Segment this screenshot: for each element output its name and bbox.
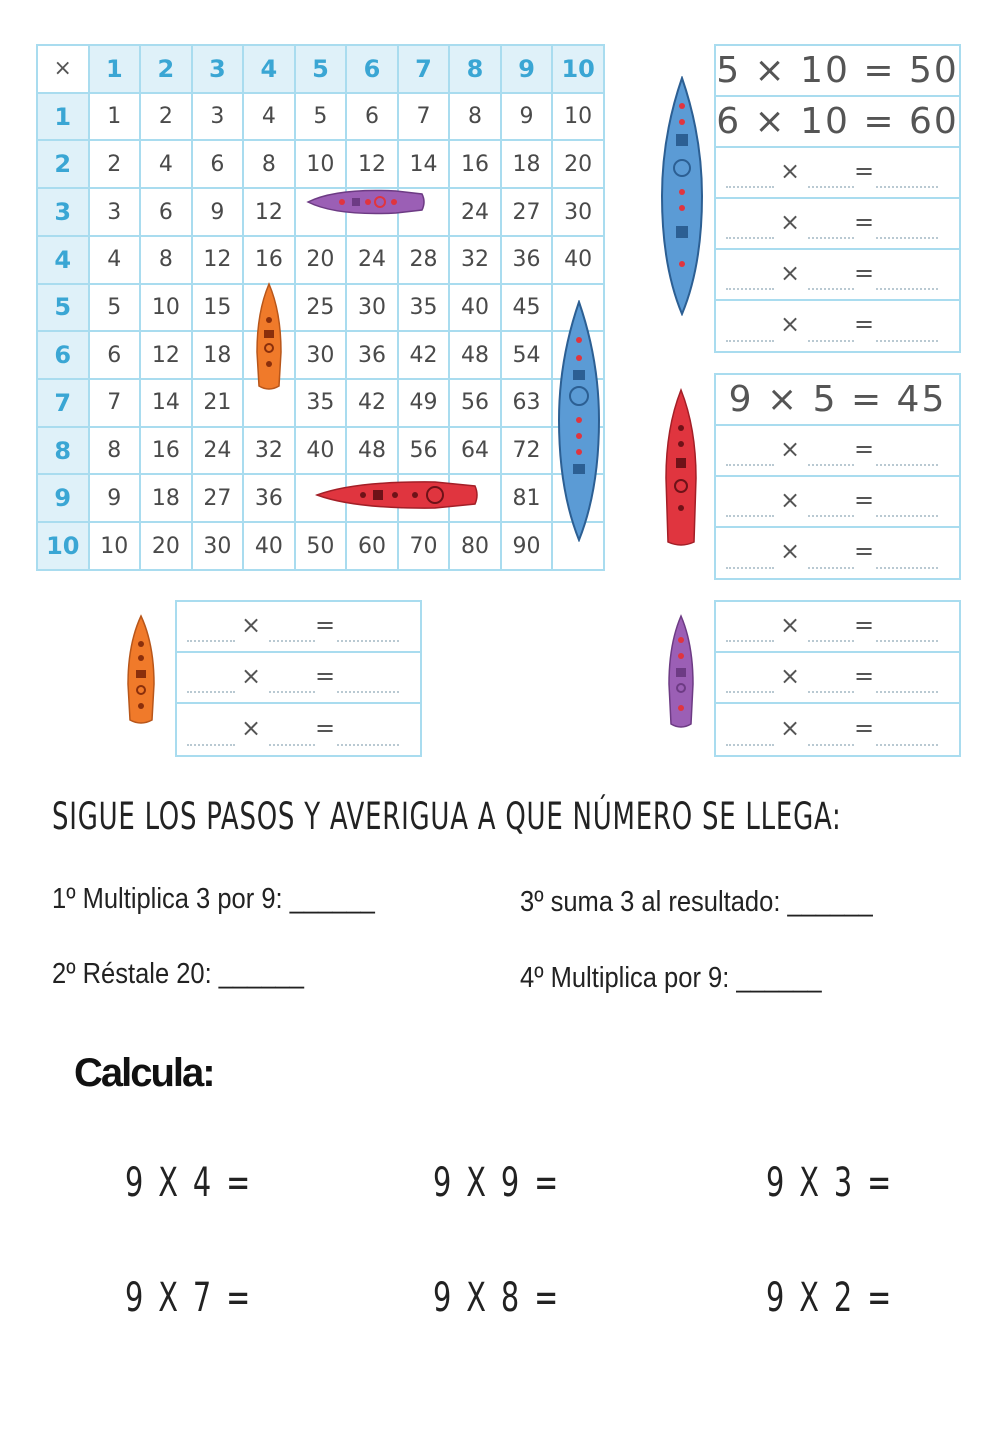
steps-heading: SIGUE LOS PASOS Y AVERIGUA A QUE NÚMERO SE LLEGA: bbox=[52, 795, 842, 838]
table-cell: 64 bbox=[449, 427, 501, 475]
answer-blank-line[interactable] bbox=[808, 288, 854, 290]
calc-exercise: 9 X 4 = bbox=[125, 1160, 254, 1206]
table-cell: 2 bbox=[89, 140, 141, 188]
answer-blank-line[interactable] bbox=[726, 288, 774, 290]
table-header-row bbox=[37, 45, 604, 93]
table-cell: 18 bbox=[140, 474, 192, 522]
table-cell: 40 bbox=[243, 522, 295, 570]
table-cell: 35 bbox=[398, 284, 450, 332]
table-cell: 10 bbox=[140, 284, 192, 332]
table-cell: 3 bbox=[192, 93, 244, 141]
column-header: 5 bbox=[295, 45, 347, 93]
step-1: 1º Multiplica 3 por 9: ______ bbox=[52, 883, 375, 915]
table-cell: 14 bbox=[398, 140, 450, 188]
table-cell: 10 bbox=[89, 522, 141, 570]
table-cell: 6 bbox=[192, 140, 244, 188]
table-cell: 3 bbox=[89, 188, 141, 236]
times-symbol: × bbox=[780, 536, 801, 565]
answer-blank-line[interactable] bbox=[876, 640, 938, 642]
table-row bbox=[37, 379, 604, 427]
table-cell: 80 bbox=[449, 522, 501, 570]
table-cell: 14 bbox=[140, 379, 192, 427]
table-cell: 20 bbox=[295, 236, 347, 284]
table-cell: 7 bbox=[89, 379, 141, 427]
answer-blank-line[interactable] bbox=[808, 340, 854, 342]
table-cell: 5 bbox=[295, 93, 347, 141]
table-row bbox=[37, 331, 604, 379]
answer-blank-line[interactable] bbox=[726, 744, 774, 746]
column-header: 9 bbox=[501, 45, 553, 93]
equals-symbol: = bbox=[854, 485, 875, 514]
table-cell: 9 bbox=[192, 188, 244, 236]
table-row bbox=[37, 522, 604, 570]
table-cell: 9 bbox=[501, 93, 553, 141]
answer-blank-line[interactable] bbox=[876, 515, 938, 517]
table-cell: 30 bbox=[192, 522, 244, 570]
table-cell: 45 bbox=[501, 284, 553, 332]
table-cell: 6 bbox=[89, 331, 141, 379]
times-symbol: × bbox=[780, 713, 801, 742]
answer-blank-line[interactable] bbox=[726, 691, 774, 693]
table-cell: 63 bbox=[501, 379, 553, 427]
table-cell: 28 bbox=[398, 236, 450, 284]
table-cell: 35 bbox=[295, 379, 347, 427]
calc-exercise: 9 X 7 = bbox=[125, 1275, 254, 1321]
answer-row bbox=[716, 375, 959, 426]
table-cell: 90 bbox=[501, 522, 553, 570]
answer-blank-line[interactable] bbox=[337, 744, 399, 746]
table-cell: 21 bbox=[192, 379, 244, 427]
table-cell: 30 bbox=[552, 188, 604, 236]
times-symbol: × bbox=[241, 610, 262, 639]
answer-blank-line[interactable] bbox=[876, 186, 938, 188]
table-cell: 30 bbox=[295, 331, 347, 379]
answer-row-blank[interactable] bbox=[716, 528, 959, 578]
times-symbol: × bbox=[780, 207, 801, 236]
answer-blank-line[interactable] bbox=[808, 237, 854, 239]
row-header: 6 bbox=[37, 331, 89, 379]
table-cell: 7 bbox=[398, 93, 450, 141]
equals-symbol: = bbox=[854, 536, 875, 565]
answer-blank-line[interactable] bbox=[808, 691, 854, 693]
table-cell: 72 bbox=[501, 427, 553, 475]
table-cell: 20 bbox=[552, 140, 604, 188]
table-row bbox=[37, 140, 604, 188]
answer-blank-line[interactable] bbox=[726, 567, 774, 569]
column-header: 10 bbox=[552, 45, 604, 93]
calc-exercise: 9 X 9 = bbox=[433, 1160, 562, 1206]
answer-blank-line[interactable] bbox=[808, 744, 854, 746]
red-ship-horizontal bbox=[315, 477, 479, 513]
equals-symbol: = bbox=[854, 661, 875, 690]
equals-symbol: = bbox=[854, 434, 875, 463]
equals-symbol: = bbox=[854, 713, 875, 742]
table-cell: 4 bbox=[89, 236, 141, 284]
answer-blank-line[interactable] bbox=[876, 288, 938, 290]
answer-blank-line[interactable] bbox=[726, 515, 774, 517]
table-cell: 6 bbox=[346, 93, 398, 141]
equals-symbol: = bbox=[854, 610, 875, 639]
table-cell: 27 bbox=[192, 474, 244, 522]
table-cell: 16 bbox=[140, 427, 192, 475]
column-header: 4 bbox=[243, 45, 295, 93]
times-symbol: × bbox=[780, 434, 801, 463]
answer-row-blank[interactable] bbox=[716, 704, 959, 755]
equals-symbol: = bbox=[854, 258, 875, 287]
table-cell: 24 bbox=[192, 427, 244, 475]
table-cell: 24 bbox=[346, 236, 398, 284]
table-cell: 12 bbox=[346, 140, 398, 188]
answer-blank-line[interactable] bbox=[808, 464, 854, 466]
answer-blank-line[interactable] bbox=[726, 186, 774, 188]
column-header: 1 bbox=[89, 45, 141, 93]
table-cell: 81 bbox=[501, 474, 553, 522]
orange-ship bbox=[125, 614, 157, 726]
table-cell: 8 bbox=[449, 93, 501, 141]
equals-symbol: = bbox=[315, 713, 336, 742]
calc-exercise: 9 X 8 = bbox=[433, 1275, 562, 1321]
column-header: 8 bbox=[449, 45, 501, 93]
times-symbol: × bbox=[241, 713, 262, 742]
table-cell: 12 bbox=[192, 236, 244, 284]
answer-row-blank[interactable] bbox=[716, 148, 959, 199]
table-cell: 32 bbox=[449, 236, 501, 284]
row-header: 1 bbox=[37, 93, 89, 141]
orange-ship-vertical bbox=[253, 282, 285, 394]
table-cell: 40 bbox=[295, 427, 347, 475]
column-header: 7 bbox=[398, 45, 450, 93]
table-cell: 54 bbox=[501, 331, 553, 379]
table-cell: 2 bbox=[140, 93, 192, 141]
blue-ship bbox=[660, 76, 704, 316]
row-header: 7 bbox=[37, 379, 89, 427]
table-row bbox=[37, 93, 604, 141]
table-cell: 6 bbox=[140, 188, 192, 236]
answer-blank-line[interactable] bbox=[876, 237, 938, 239]
answer-blank-line[interactable] bbox=[187, 691, 235, 693]
answer-blank-line[interactable] bbox=[269, 744, 315, 746]
purple-ship-horizontal bbox=[306, 186, 426, 218]
table-cell: 4 bbox=[140, 140, 192, 188]
table-cell: 8 bbox=[243, 140, 295, 188]
equals-symbol: = bbox=[315, 661, 336, 690]
table-cell: 36 bbox=[501, 236, 553, 284]
table-cell: 25 bbox=[295, 284, 347, 332]
answer-row bbox=[716, 46, 959, 97]
column-header: 3 bbox=[192, 45, 244, 93]
table-cell: 30 bbox=[346, 284, 398, 332]
table-cell: 36 bbox=[243, 474, 295, 522]
orange-ship-answer-box bbox=[175, 600, 422, 757]
blue-ship-table bbox=[557, 300, 601, 542]
table-cell: 16 bbox=[449, 140, 501, 188]
times-symbol: × bbox=[241, 661, 262, 690]
table-cell: 18 bbox=[501, 140, 553, 188]
table-cell: 5 bbox=[89, 284, 141, 332]
table-cell: 9 bbox=[89, 474, 141, 522]
column-header: 2 bbox=[140, 45, 192, 93]
table-cell: 50 bbox=[295, 522, 347, 570]
table-cell: 56 bbox=[398, 427, 450, 475]
table-cell: 60 bbox=[346, 522, 398, 570]
answer-row bbox=[716, 97, 959, 148]
calc-exercise: 9 X 3 = bbox=[766, 1160, 895, 1206]
purple-ship-answer-box bbox=[714, 600, 961, 757]
answer-blank-line[interactable] bbox=[876, 567, 938, 569]
table-cell: 12 bbox=[243, 188, 295, 236]
equation-text: 6 × 10 = 60 bbox=[716, 101, 959, 142]
step-3: 3º suma 3 al resultado: ______ bbox=[520, 886, 873, 918]
answer-row-blank[interactable] bbox=[716, 653, 959, 704]
table-cell: 18 bbox=[192, 331, 244, 379]
row-header: 8 bbox=[37, 427, 89, 475]
red-ship bbox=[664, 388, 698, 548]
table-cell: 56 bbox=[449, 379, 501, 427]
equals-symbol: = bbox=[315, 610, 336, 639]
answer-row-blank[interactable] bbox=[716, 477, 959, 528]
answer-blank-line[interactable] bbox=[726, 237, 774, 239]
answer-blank-line[interactable] bbox=[726, 464, 774, 466]
times-symbol: × bbox=[780, 485, 801, 514]
table-cell: 42 bbox=[346, 379, 398, 427]
times-symbol: × bbox=[780, 258, 801, 287]
blue-ship-answer-box bbox=[714, 44, 961, 353]
table-cell: 20 bbox=[140, 522, 192, 570]
table-row bbox=[37, 427, 604, 475]
table-cell: 70 bbox=[398, 522, 450, 570]
table-cell: 48 bbox=[449, 331, 501, 379]
calc-exercise: 9 X 2 = bbox=[766, 1275, 895, 1321]
answer-blank-line[interactable] bbox=[876, 464, 938, 466]
equals-symbol: = bbox=[854, 207, 875, 236]
table-cell: 8 bbox=[89, 427, 141, 475]
table-cell: 4 bbox=[243, 93, 295, 141]
answer-blank-line[interactable] bbox=[876, 340, 938, 342]
answer-blank-line[interactable] bbox=[876, 691, 938, 693]
equation-text: 5 × 10 = 50 bbox=[716, 50, 959, 91]
answer-blank-line[interactable] bbox=[187, 640, 235, 642]
answer-blank-line[interactable] bbox=[269, 640, 315, 642]
equals-symbol: = bbox=[854, 309, 875, 338]
times-symbol: × bbox=[780, 309, 801, 338]
calcula-title: Calcula: bbox=[74, 1051, 214, 1095]
equation-text: 9 × 5 = 45 bbox=[728, 379, 947, 420]
table-cell: 8 bbox=[140, 236, 192, 284]
answer-row-blank[interactable] bbox=[716, 602, 959, 653]
answer-row-blank[interactable] bbox=[716, 301, 959, 351]
row-header: 4 bbox=[37, 236, 89, 284]
step-4: 4º Multiplica por 9: ______ bbox=[520, 962, 822, 994]
times-symbol: × bbox=[780, 156, 801, 185]
purple-ship bbox=[666, 614, 696, 730]
answer-blank-line[interactable] bbox=[808, 640, 854, 642]
table-cell: 32 bbox=[243, 427, 295, 475]
answer-row-blank[interactable] bbox=[177, 704, 420, 755]
answer-blank-line[interactable] bbox=[726, 640, 774, 642]
answer-blank-line[interactable] bbox=[337, 691, 399, 693]
answer-blank-line[interactable] bbox=[808, 186, 854, 188]
table-cell: 48 bbox=[346, 427, 398, 475]
answer-blank-line[interactable] bbox=[337, 640, 399, 642]
answer-row-blank[interactable] bbox=[716, 250, 959, 301]
answer-blank-line[interactable] bbox=[726, 340, 774, 342]
times-symbol: × bbox=[780, 610, 801, 639]
table-cell: 1 bbox=[89, 93, 141, 141]
row-header: 5 bbox=[37, 284, 89, 332]
table-row bbox=[37, 236, 604, 284]
red-ship-answer-box bbox=[714, 373, 961, 580]
table-cell: 15 bbox=[192, 284, 244, 332]
table-cell: 10 bbox=[552, 93, 604, 141]
answer-blank-line[interactable] bbox=[808, 567, 854, 569]
table-cell: 40 bbox=[449, 284, 501, 332]
row-header: 3 bbox=[37, 188, 89, 236]
table-cell: 24 bbox=[449, 188, 501, 236]
row-header: 10 bbox=[37, 522, 89, 570]
answer-blank-line[interactable] bbox=[187, 744, 235, 746]
equals-symbol: = bbox=[854, 156, 875, 185]
table-cell: 27 bbox=[501, 188, 553, 236]
table-cell: 36 bbox=[346, 331, 398, 379]
table-cell: 42 bbox=[398, 331, 450, 379]
table-cell: 49 bbox=[398, 379, 450, 427]
answer-row-blank[interactable] bbox=[716, 426, 959, 477]
table-cell: 10 bbox=[295, 140, 347, 188]
table-row bbox=[37, 284, 604, 332]
answer-row-blank[interactable] bbox=[177, 602, 420, 653]
answer-row-blank[interactable] bbox=[716, 199, 959, 250]
column-header: 6 bbox=[346, 45, 398, 93]
row-header: 9 bbox=[37, 474, 89, 522]
answer-blank-line[interactable] bbox=[876, 744, 938, 746]
row-header: 2 bbox=[37, 140, 89, 188]
table-cell: 16 bbox=[243, 236, 295, 284]
step-2: 2º Réstale 20: ______ bbox=[52, 958, 304, 990]
answer-row-blank[interactable] bbox=[177, 653, 420, 704]
times-symbol: × bbox=[780, 661, 801, 690]
table-corner: × bbox=[37, 45, 89, 93]
table-cell: 40 bbox=[552, 236, 604, 284]
answer-blank-line[interactable] bbox=[269, 691, 315, 693]
answer-blank-line[interactable] bbox=[808, 515, 854, 517]
table-cell: 12 bbox=[140, 331, 192, 379]
